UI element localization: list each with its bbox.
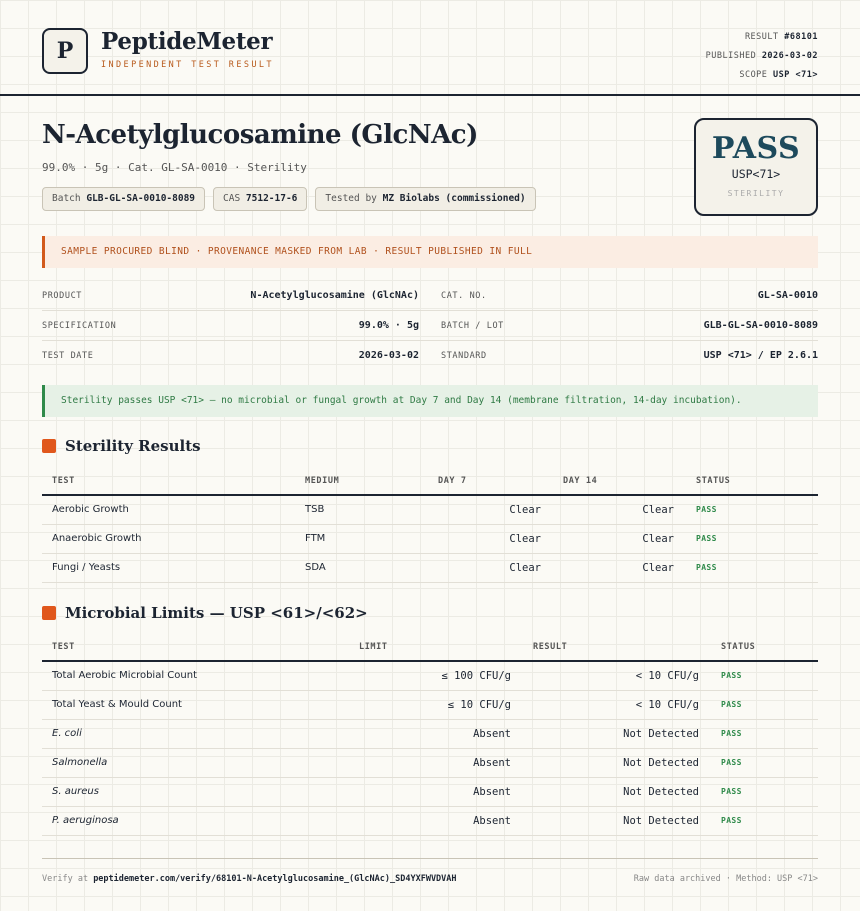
verdict-scope: STERILITY bbox=[727, 189, 785, 198]
chip-value: 7512-17-6 bbox=[245, 193, 298, 204]
table-row bbox=[42, 524, 818, 553]
day7-result: Clear bbox=[428, 553, 553, 582]
verdict-standard: USP<71> bbox=[731, 167, 781, 181]
col-day7: DAY 7 bbox=[428, 467, 553, 495]
section-marker-icon bbox=[42, 439, 56, 453]
test-name: Total Yeast & Mould Count bbox=[42, 690, 349, 719]
scope-label: SCOPE bbox=[739, 70, 768, 80]
verify-label: Verify at bbox=[42, 874, 89, 884]
limit: ≤ 10 CFU/g bbox=[349, 690, 523, 719]
status-badge: PASS bbox=[711, 719, 818, 748]
batch-value: GLB-GL-SA-0010-8089 bbox=[703, 320, 818, 331]
scope-value: USP <71> bbox=[773, 70, 818, 80]
col-status: STATUS bbox=[711, 633, 818, 661]
cas-chip bbox=[213, 187, 307, 211]
status-badge: PASS bbox=[711, 777, 818, 806]
result: Not Detected bbox=[523, 777, 711, 806]
table-header-row bbox=[42, 633, 818, 661]
limit: Absent bbox=[349, 748, 523, 777]
date-value: 2026-03-02 bbox=[358, 350, 419, 361]
chip-label: Batch bbox=[52, 193, 81, 204]
test-name: Aerobic Growth bbox=[42, 495, 295, 524]
limit: Absent bbox=[349, 806, 523, 835]
microbial-section-title bbox=[42, 604, 368, 622]
day7-result: Clear bbox=[428, 495, 553, 524]
result-id: #68101 bbox=[784, 32, 818, 42]
test-name: Salmonella bbox=[42, 748, 349, 777]
report-footer bbox=[42, 858, 818, 884]
standard-label: STANDARD bbox=[441, 351, 487, 361]
col-test: TEST bbox=[42, 633, 349, 661]
published-date: 2026-03-02 bbox=[761, 51, 818, 61]
status-badge: PASS bbox=[711, 748, 818, 777]
col-status: STATUS bbox=[686, 467, 818, 495]
brand-logo bbox=[42, 28, 88, 74]
sterility-table bbox=[42, 467, 818, 583]
result: Not Detected bbox=[523, 806, 711, 835]
product-value: N-Acetylglucosamine (GlcNAc) bbox=[250, 290, 419, 301]
summary-banner: Sterility passes USP <71> — no microbial or fungal growth at Day 7 and Day 14 (membrane filtration, 14-day incubation). bbox=[42, 385, 818, 417]
table-row bbox=[42, 661, 818, 690]
table-row bbox=[42, 777, 818, 806]
table-row bbox=[42, 495, 818, 524]
result-meta bbox=[706, 28, 818, 85]
cat-label: CAT. NO. bbox=[441, 291, 487, 301]
col-result: RESULT bbox=[523, 633, 711, 661]
medium: FTM bbox=[295, 524, 428, 553]
test-name: S. aureus bbox=[42, 777, 349, 806]
chip-label: Tested by bbox=[325, 193, 377, 204]
col-day14: DAY 14 bbox=[553, 467, 686, 495]
verdict-stamp bbox=[694, 118, 818, 216]
result-label: RESULT bbox=[744, 32, 779, 42]
section-title-text: Microbial Limits — USP <61>/<62> bbox=[65, 604, 368, 622]
microbial-table bbox=[42, 633, 818, 836]
result: Not Detected bbox=[523, 719, 711, 748]
batch-chip bbox=[42, 187, 205, 211]
section-title-text: Sterility Results bbox=[65, 437, 201, 455]
cat-value: GL-SA-0010 bbox=[757, 290, 818, 301]
table-row bbox=[42, 748, 818, 777]
product-title: N-Acetylglucosamine (GlcNAc) bbox=[42, 120, 478, 150]
sterility-section-title bbox=[42, 437, 201, 455]
product-chips bbox=[42, 187, 536, 211]
result-id-row bbox=[706, 28, 818, 47]
status-badge: PASS bbox=[711, 690, 818, 719]
verdict-word: PASS bbox=[711, 131, 801, 166]
day14-result: Clear bbox=[553, 524, 686, 553]
day14-result: Clear bbox=[553, 495, 686, 524]
test-name: E. coli bbox=[42, 719, 349, 748]
spec-label: SPECIFICATION bbox=[42, 321, 117, 331]
standard-value: USP <71> / EP 2.6.1 bbox=[703, 350, 818, 361]
report-header bbox=[0, 0, 860, 96]
info-grid bbox=[42, 281, 818, 371]
info-row bbox=[42, 341, 818, 371]
table-row bbox=[42, 553, 818, 582]
medium: SDA bbox=[295, 553, 428, 582]
result: Not Detected bbox=[523, 748, 711, 777]
date-label: TEST DATE bbox=[42, 351, 94, 361]
test-name: P. aeruginosa bbox=[42, 806, 349, 835]
limit: Absent bbox=[349, 777, 523, 806]
published-label: PUBLISHED bbox=[705, 51, 757, 61]
chip-label: CAS bbox=[223, 193, 241, 204]
status-badge: PASS bbox=[711, 661, 818, 690]
blind-sample-notice: SAMPLE PROCURED BLIND · PROVENANCE MASKED FROM LAB · RESULT PUBLISHED IN FULL bbox=[42, 236, 818, 268]
chip-value: GLB-GL-SA-0010-8089 bbox=[86, 193, 196, 204]
test-name: Fungi / Yeasts bbox=[42, 553, 295, 582]
table-row bbox=[42, 806, 818, 835]
status-badge: PASS bbox=[686, 495, 818, 524]
status-badge: PASS bbox=[686, 524, 818, 553]
day7-result: Clear bbox=[428, 524, 553, 553]
limit: ≤ 100 CFU/g bbox=[349, 661, 523, 690]
status-badge: PASS bbox=[711, 806, 818, 835]
product-label: PRODUCT bbox=[42, 291, 83, 301]
table-row bbox=[42, 719, 818, 748]
medium: TSB bbox=[295, 495, 428, 524]
col-test: TEST bbox=[42, 467, 295, 495]
tested-by-chip bbox=[315, 187, 535, 211]
verify-link[interactable]: peptidemeter.com/verify/68101-N-Acetylglucosamine_(GlcNAc)_SD4YXFWVDVAH bbox=[93, 874, 457, 884]
info-row bbox=[42, 311, 818, 341]
status-badge: PASS bbox=[686, 553, 818, 582]
footer-method: Raw data archived · Method: USP <71> bbox=[633, 874, 818, 884]
col-limit: LIMIT bbox=[349, 633, 523, 661]
logo-letter: P bbox=[56, 38, 74, 64]
brand-name: PeptideMeter bbox=[101, 28, 273, 55]
limit: Absent bbox=[349, 719, 523, 748]
published-row bbox=[706, 47, 818, 66]
col-medium: MEDIUM bbox=[295, 467, 428, 495]
section-marker-icon bbox=[42, 606, 56, 620]
table-header-row bbox=[42, 467, 818, 495]
test-name: Total Aerobic Microbial Count bbox=[42, 661, 349, 690]
batch-label: BATCH / LOT bbox=[441, 321, 504, 331]
day14-result: Clear bbox=[553, 553, 686, 582]
result: < 10 CFU/g bbox=[523, 661, 711, 690]
test-name: Anaerobic Growth bbox=[42, 524, 295, 553]
table-row bbox=[42, 690, 818, 719]
scope-row bbox=[706, 66, 818, 85]
product-subtitle: 99.0% · 5g · Cat. GL-SA-0010 · Sterility bbox=[42, 161, 307, 174]
result: < 10 CFU/g bbox=[523, 690, 711, 719]
info-row bbox=[42, 281, 818, 311]
chip-value: MZ Biolabs (commissioned) bbox=[382, 193, 526, 204]
brand-tagline: INDEPENDENT TEST RESULT bbox=[101, 60, 274, 70]
spec-value: 99.0% · 5g bbox=[358, 320, 419, 331]
